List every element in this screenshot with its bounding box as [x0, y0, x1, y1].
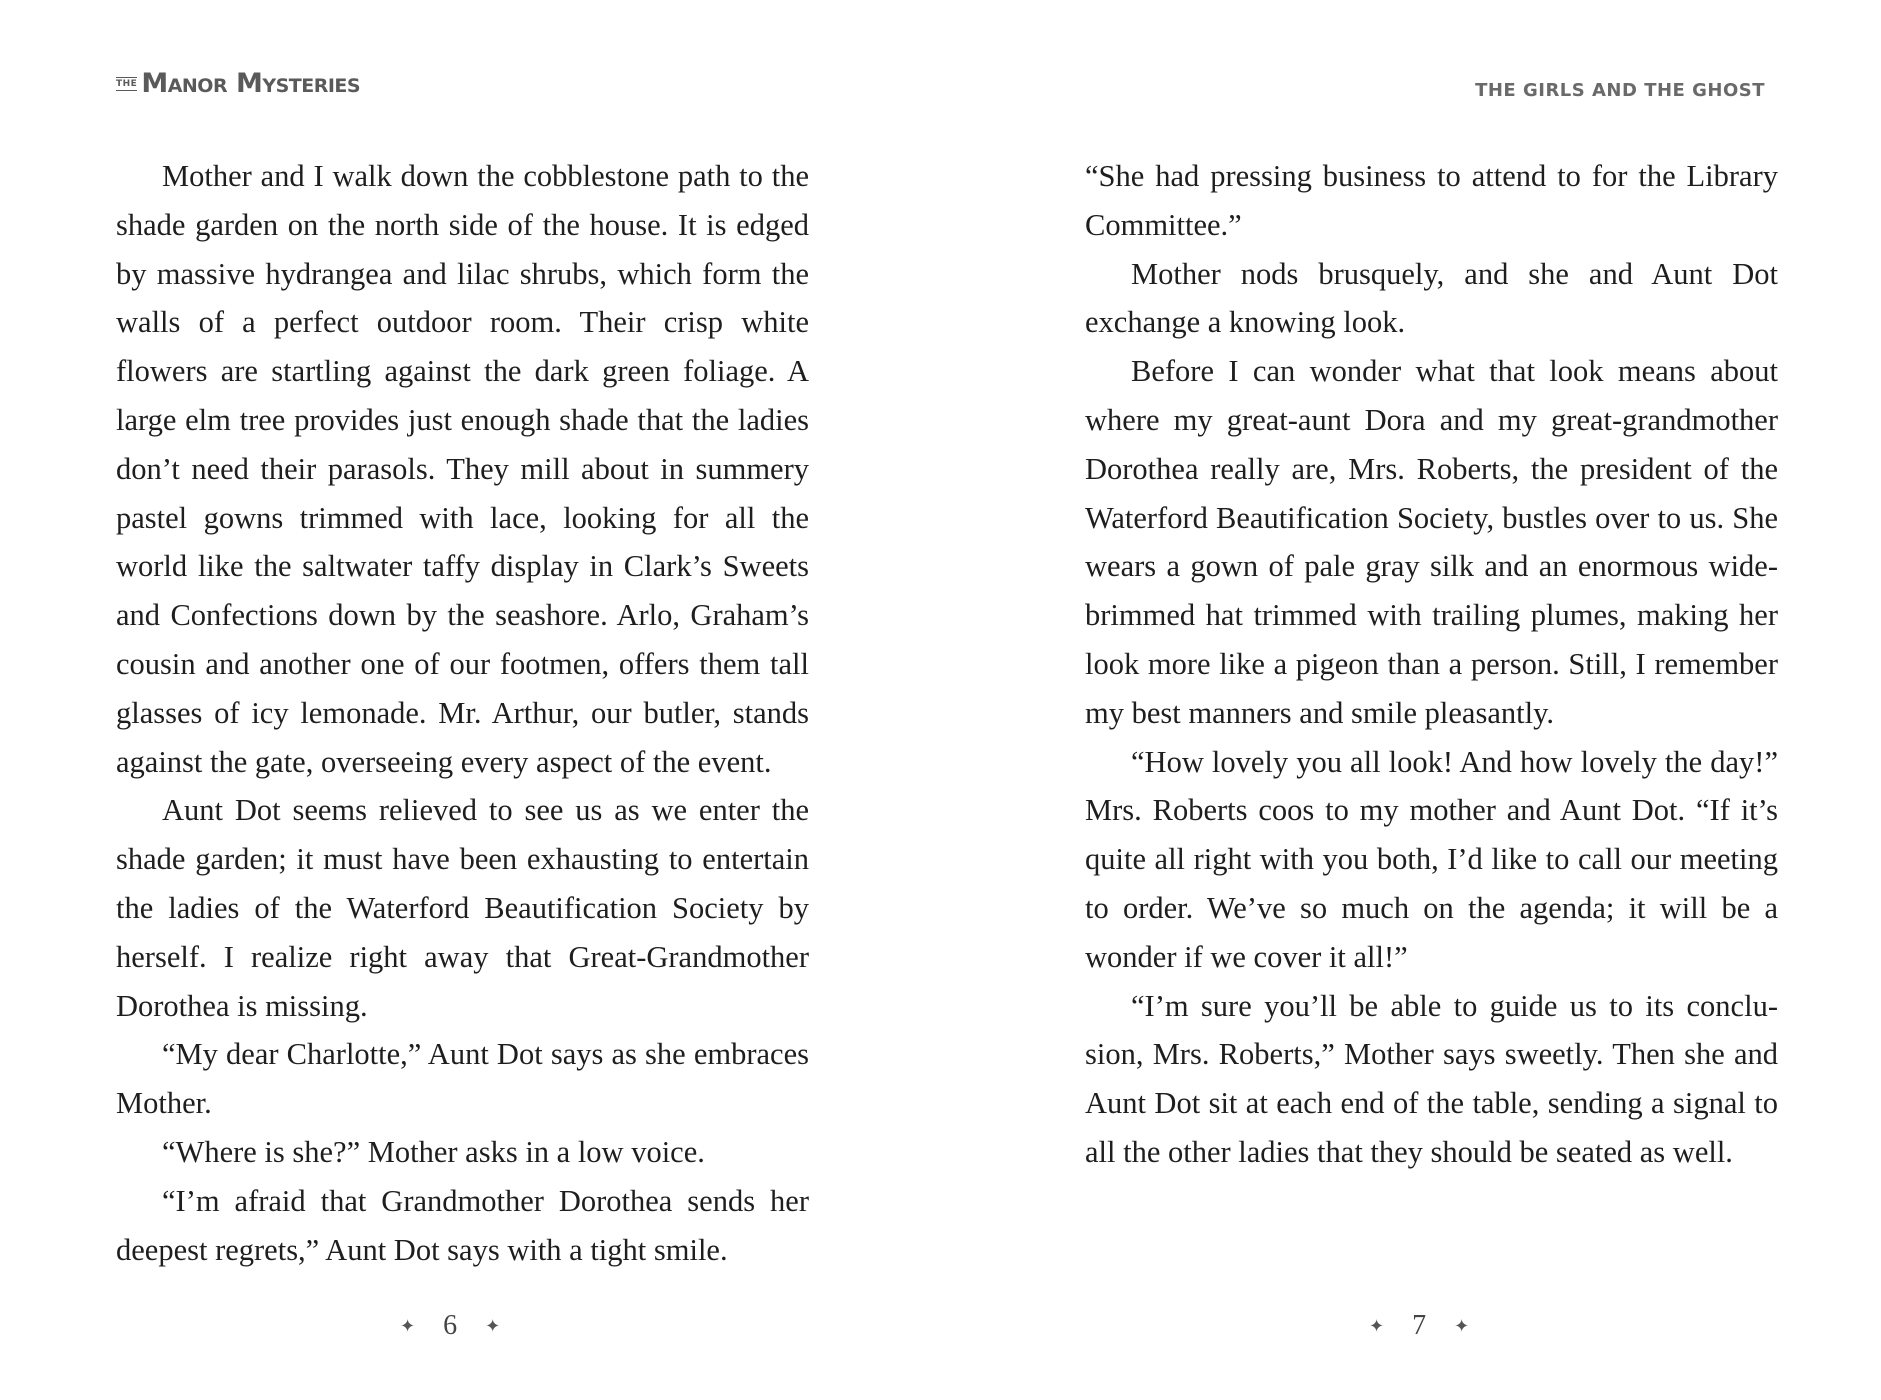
- left-body-text: [116, 152, 809, 1274]
- paragraph: “How lovely you all look! And how lovely the day!” Mrs. Roberts coos to my mother and Aunt Dot. “If it’s quite all right with you both, I’d like to call our meeting to order. We’ve so much on the agenda; it will be a wonder if we cover it all!”: [1085, 744, 1778, 974]
- right-body-text: [1085, 152, 1778, 1177]
- book-title-running-head: THE GIRLS AND THE GHOST: [1475, 80, 1765, 101]
- star-ornament-icon: ✦: [1369, 1315, 1385, 1337]
- right-page: [940, 0, 1881, 1400]
- left-folio: [400, 1310, 500, 1342]
- series-the-label: THE: [116, 78, 138, 89]
- paragraph: “My dear Charlotte,” Aunt Dot says as she embraces Mother.: [116, 1037, 809, 1121]
- page-number: 6: [443, 1310, 458, 1341]
- series-running-head: [116, 68, 360, 99]
- right-folio: [1369, 1310, 1469, 1342]
- paragraph: Mother and I walk down the cobblestone path to the shade garden on the north side of the house. It is edged by massive hydrangea and lilac shrubs, which form the walls of a perfect outdoor room. Their crisp white flowers are startling against the dark green foliage. A large elm tree provides just enough shade that the ladies don’t need their parasols. They mill about in summery pastel gowns trimmed with lace, looking for all the world like the saltwater taffy display in Clark’s Sweets and Confections down by the seashore. Arlo, Graham’s cousin and another one of our footmen, offers them tall glasses of icy lemonade. Mr. Arthur, our butler, stands against the gate, overseeing every aspect of the event.: [116, 159, 809, 779]
- paragraph: “She had pressing business to attend to for the Library Committee.”: [1085, 159, 1778, 242]
- page-number: 7: [1412, 1310, 1427, 1341]
- left-page: [0, 0, 940, 1400]
- star-ornament-icon: ✦: [1454, 1315, 1470, 1337]
- paragraph: Mother nods brusquely, and she and Aunt Dot exchange a knowing look.: [1085, 256, 1778, 340]
- paragraph: “I’m sure you’ll be able to guide us to its conclusion, Mrs. Roberts,” Mother says sweetly. Then she and Aunt Dot sit at each end of the table, sending a signal to all the other ladies that they should be seated as well.: [1085, 988, 1778, 1169]
- paragraph: Aunt Dot seems relieved to see us as we enter the shade garden; it must have been exhausting to entertain the ladies of the Waterford Beautification Society by herself. I realize right away that Great-Grandmother Dorothea is missing.: [116, 793, 809, 1023]
- paragraph: Before I can wonder what that look means about where my great-aunt Dora and my great-grandmother Dorothea really are, Mrs. Roberts, the president of the Waterford Beautification Society, bustles over to us. She wears a gown of pale gray silk and an enormous wide-brimmed hat trimmed with trailing plumes, making her look more like a pigeon than a person. Still, I remember my best manners and smile pleasantly.: [1085, 354, 1778, 730]
- paragraph: “Where is she?” Mother asks in a low voice.: [162, 1134, 705, 1169]
- star-ornament-icon: ✦: [485, 1315, 501, 1337]
- star-ornament-icon: ✦: [400, 1315, 416, 1337]
- series-title: Manor Mysteries: [141, 68, 361, 99]
- paragraph: “I’m afraid that Grandmother Dorothea sends her deepest regrets,” Aunt Dot says with a tight smile.: [116, 1183, 809, 1267]
